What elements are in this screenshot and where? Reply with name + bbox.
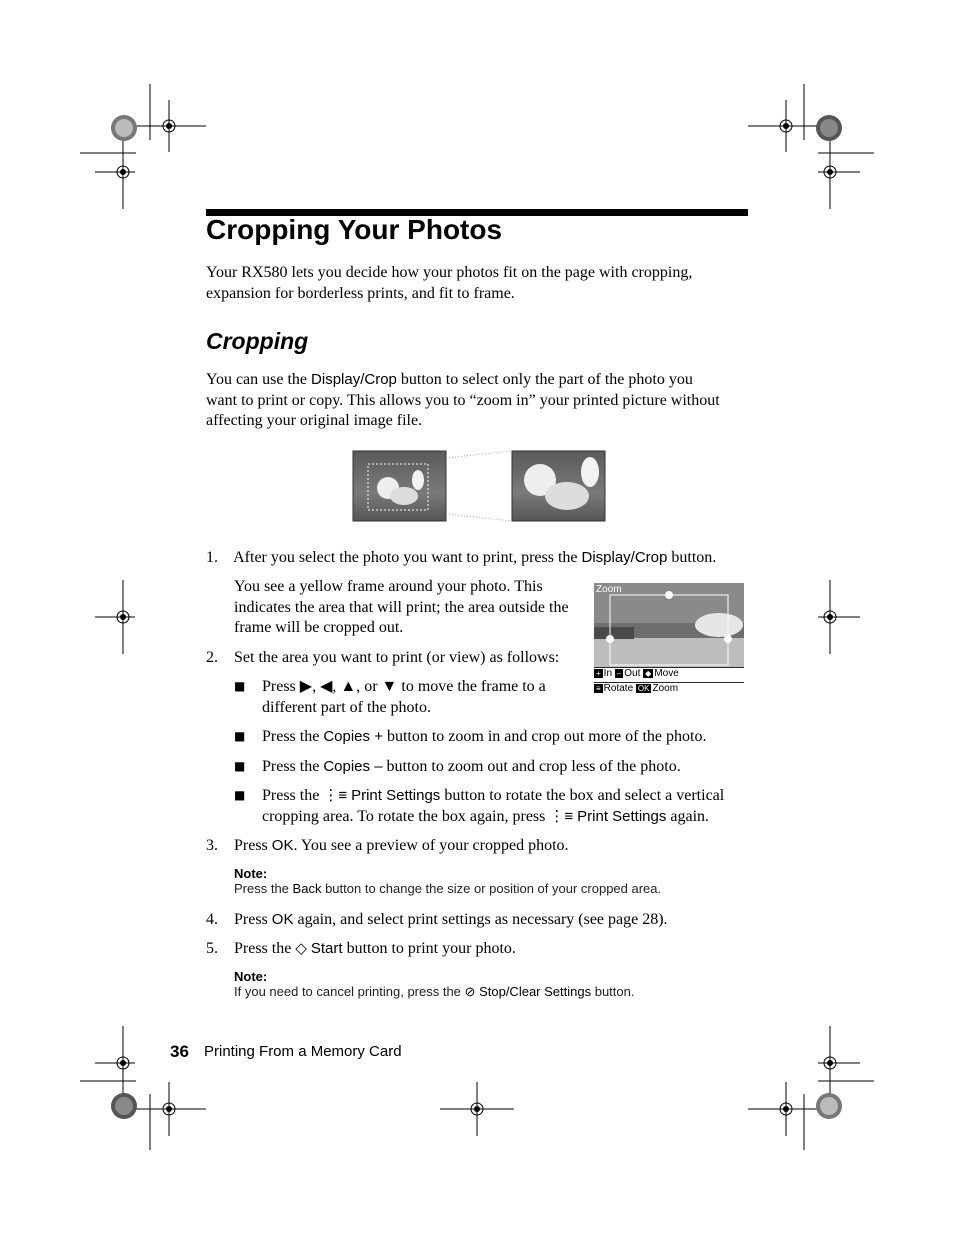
step-4: 4. Press OK again, and select print settings as necessary (see page 28). — [206, 911, 668, 928]
print-settings-icon: ⋮≡ — [549, 807, 574, 825]
step-1: 1. After you select the photo you want to print, press the Display/Crop button. — [206, 549, 717, 566]
intro-paragraph: Your RX580 lets you decide how your photos fit on the page with cropping, expansion for borderless prints, and fit to frame. — [206, 264, 693, 302]
note-1: Note: Press the Back button to change the size or position of your cropped area. — [234, 866, 662, 896]
lcd-row-1: + In – Out ◆ Move — [594, 668, 744, 682]
footer-section: Printing From a Memory Card — [204, 1043, 402, 1060]
step-1-detail: You see a yellow frame around your photo. This indicates the area that will print; the area outside the frame will be cropped out. — [234, 578, 569, 636]
start-icon: ◇ — [295, 940, 307, 957]
lcd-row-2: ≡ Rotate OK Zoom — [594, 683, 744, 698]
bullet-rotate: Press the ⋮≡ Print Settings button to rotate the box and select a vertical cropping area. To rotate the box again, press ⋮≡ Print Settings again. — [262, 787, 725, 825]
section-paragraph: You can use the Display/Crop button to select only the part of the photo you want to print or copy. This allows you to “zoom in” your printed picture without affecting your original image file. — [206, 371, 720, 429]
bullet-zoom-in: Press the Copies + button to zoom in and crop out more of the photo. — [262, 728, 707, 745]
step-5: 5. Press the ◇ Start button to print your photo. — [206, 940, 516, 957]
lcd-zoom-screen — [594, 583, 744, 698]
note-2: Note: If you need to cancel printing, press the ⊘ Stop/Clear Settings button. — [234, 969, 635, 999]
step-3: 3. Press OK. You see a preview of your cropped photo. — [206, 837, 569, 854]
bullet-move: Press ▶, ◀, ▲, or ▼ to move the frame to a different part of the photo. — [262, 678, 546, 716]
bullet-marker: ■ — [234, 759, 246, 773]
crop-illustration — [352, 450, 608, 522]
stop-icon: ⊘ — [464, 984, 476, 999]
section-heading: Cropping — [206, 328, 309, 354]
bullet-marker: ■ — [234, 729, 246, 743]
page-number: 36 — [170, 1042, 189, 1061]
page-title: Cropping Your Photos — [206, 214, 503, 245]
step-2: 2. Set the area you want to print (or view) as follows: — [206, 649, 560, 666]
lcd-title: Zoom — [596, 584, 622, 595]
bullet-marker: ■ — [234, 788, 246, 802]
bullet-marker: ■ — [234, 679, 246, 693]
print-settings-icon: ⋮≡ — [323, 787, 348, 804]
bullet-zoom-out: Press the Copies – button to zoom out and crop less of the photo. — [262, 758, 681, 775]
